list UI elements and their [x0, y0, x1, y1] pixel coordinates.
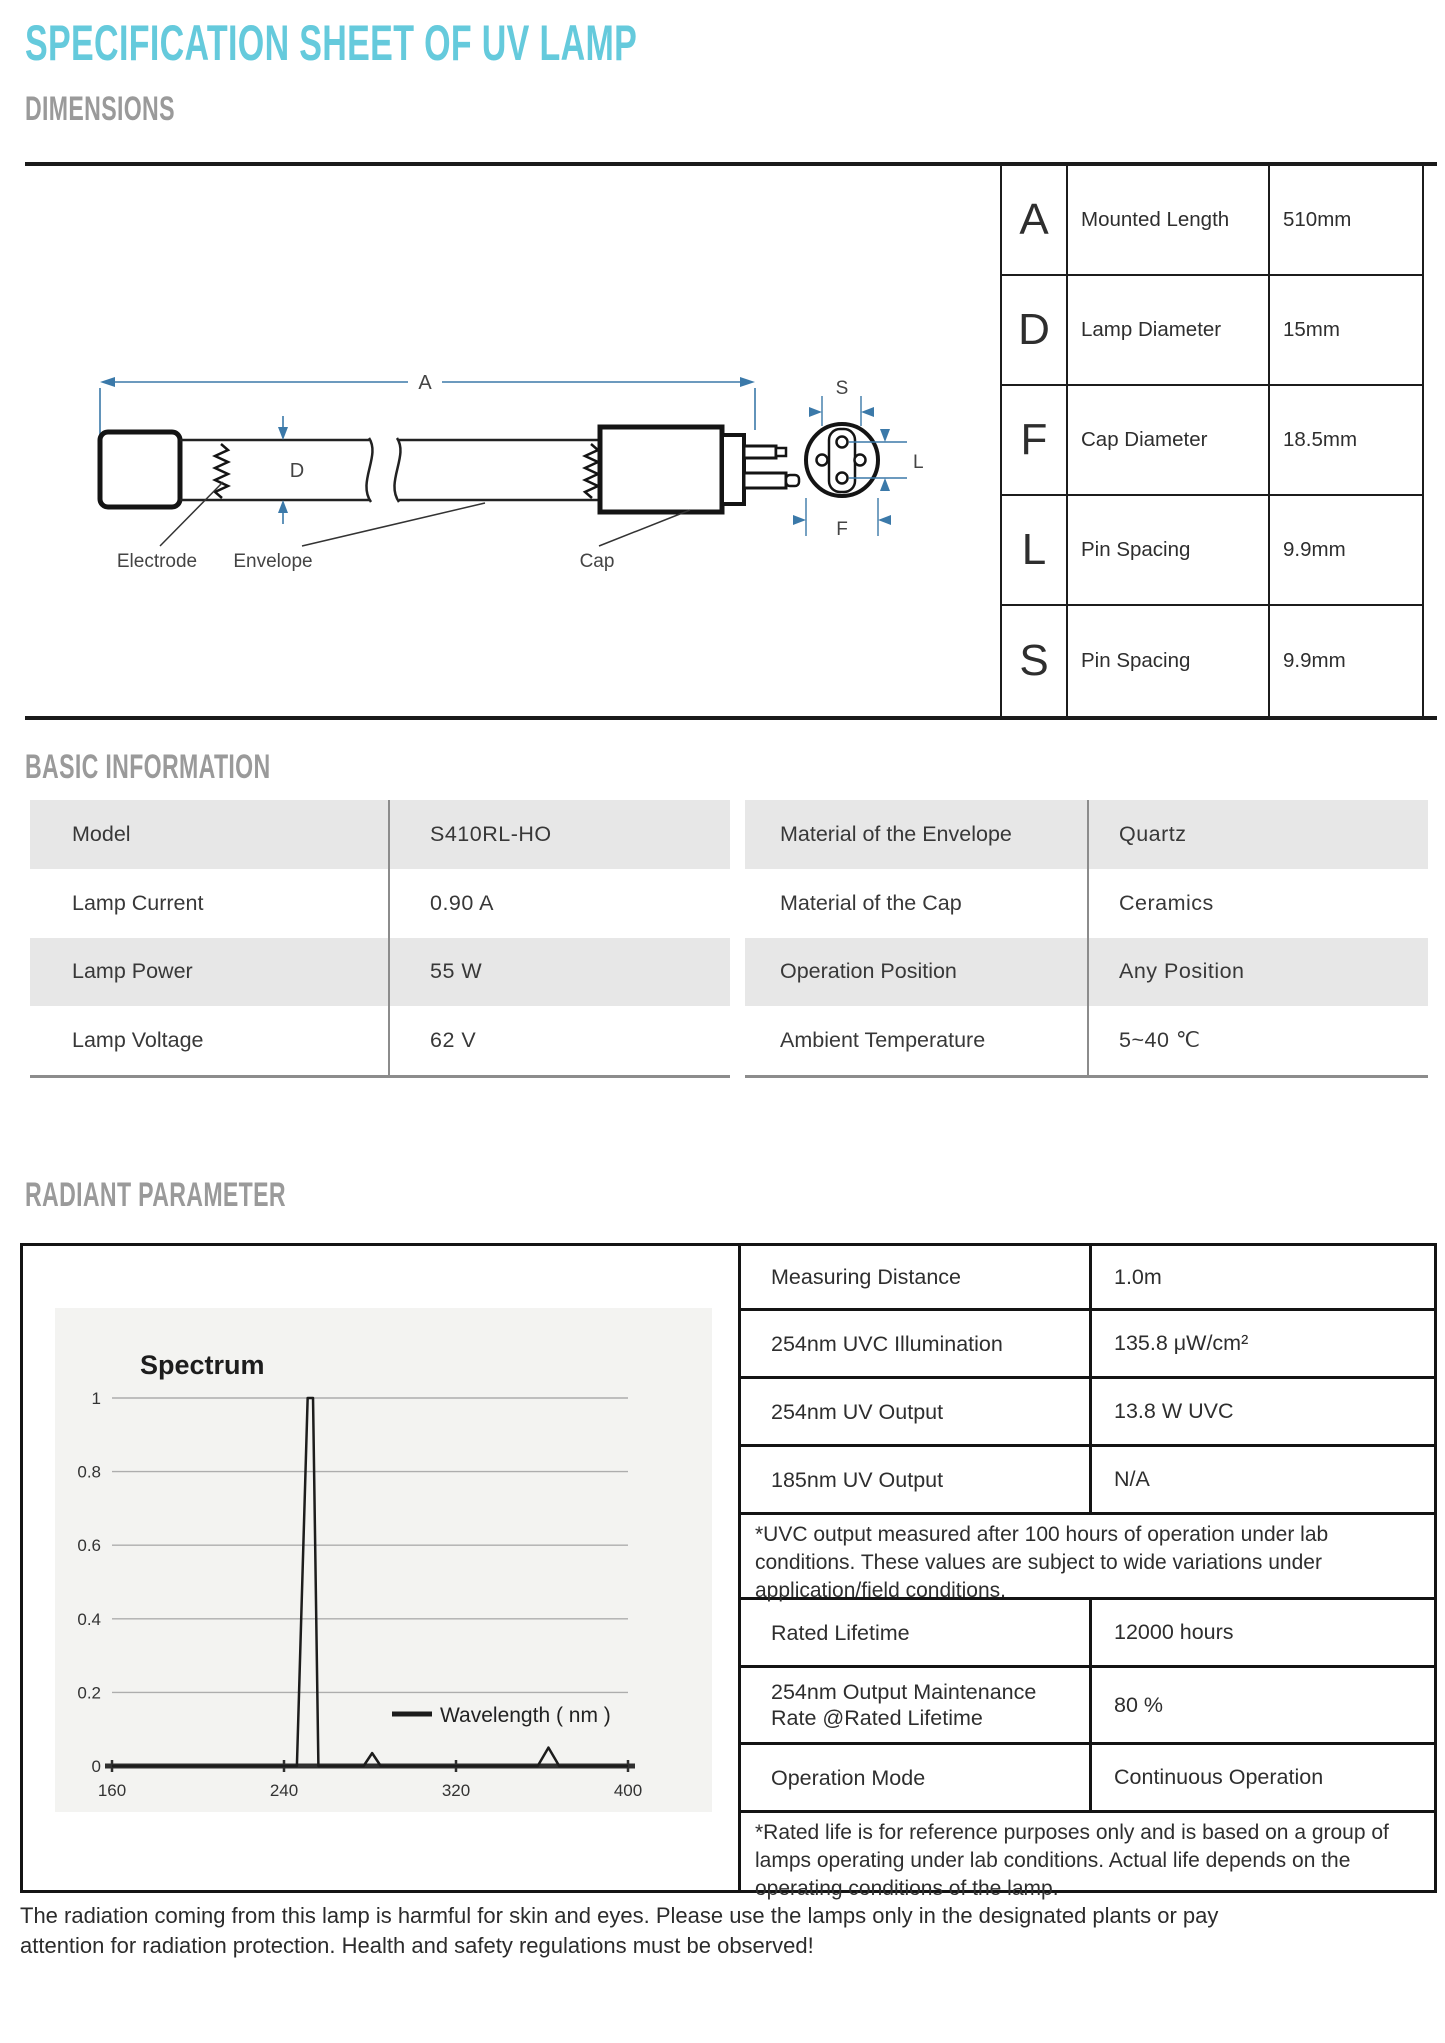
radiant-value: 13.8 W UVC: [1114, 1399, 1234, 1423]
basic-label: Model: [30, 800, 390, 869]
svg-text:0.4: 0.4: [77, 1609, 101, 1629]
radiant-label: Rated Lifetime: [741, 1600, 1092, 1665]
radiant-note-uvc: *UVC output measured after 100 hours of operation under lab conditions. These values are subject to wide variations under application/field conditions.: [741, 1515, 1434, 1600]
table-row: [745, 938, 1428, 1007]
radiant-parameter-heading: RADIANT PARAMETER: [25, 1176, 286, 1214]
table-row: [745, 800, 1428, 869]
table-row: [30, 869, 730, 938]
diagram-label-electrode: Electrode: [116, 551, 198, 572]
radiant-label: 185nm UV Output: [741, 1447, 1092, 1512]
svg-text:240: 240: [269, 1781, 299, 1800]
electrode-coil-right: [585, 444, 598, 498]
basic-label: Material of the Cap: [745, 869, 1089, 938]
table-row: [30, 1006, 730, 1075]
radiant-value: 1.0m: [1114, 1264, 1162, 1289]
radiant-value: Continuous Operation: [1114, 1765, 1324, 1789]
basic-label: Material of the Envelope: [745, 800, 1089, 869]
dim-letter: D: [1002, 276, 1068, 384]
diagram-label-cap: Cap: [579, 551, 615, 572]
basic-value: Any Position: [1119, 959, 1245, 984]
page-title: SPECIFICATION SHEET OF UV LAMP: [25, 15, 638, 71]
diagram-label-l: L: [913, 452, 924, 473]
table-row: [741, 1745, 1434, 1813]
diagram-label-s: S: [835, 378, 849, 399]
svg-text:400: 400: [613, 1781, 643, 1800]
basic-value: Ceramics: [1119, 890, 1214, 915]
radiant-label: Operation Mode: [741, 1745, 1092, 1810]
table-row: [30, 800, 730, 869]
basic-label: Operation Position: [745, 938, 1089, 1007]
dimensions-heading: DIMENSIONS: [25, 90, 175, 128]
electrode-coil-left: [215, 444, 228, 498]
table-row: [741, 1668, 1434, 1745]
lamp-left-cap: [100, 432, 180, 507]
dim-letter: L: [1002, 496, 1068, 604]
radiant-label: 254nm UV Output: [741, 1379, 1092, 1444]
diagram-label-envelope: Envelope: [233, 551, 313, 572]
table-row: [741, 1311, 1434, 1379]
svg-text:0: 0: [91, 1757, 101, 1776]
basic-value: 5~40 ℃: [1119, 1028, 1201, 1053]
basic-info-table-right: [745, 800, 1428, 1078]
basic-value: 55 W: [430, 959, 483, 984]
lamp-right-cap: [600, 427, 799, 512]
svg-text:1: 1: [91, 1389, 101, 1408]
dim-letter: A: [1002, 166, 1068, 274]
table-row: [745, 869, 1428, 938]
chart-title: Spectrum: [140, 1350, 265, 1380]
dim-name: Lamp Diameter: [1068, 276, 1270, 384]
dim-value: 18.5mm: [1283, 428, 1358, 451]
radiant-label: 254nm Output Maintenance Rate @Rated Lifetime: [741, 1668, 1092, 1742]
basic-value: Quartz: [1119, 821, 1187, 846]
warning-line-1: The radiation coming from this lamp is harmful for skin and eyes. Please use the lamps only in the designated plants or pay: [20, 1903, 1219, 1928]
basic-label: Lamp Current: [30, 869, 390, 938]
radiant-label: Measuring Distance: [741, 1246, 1092, 1308]
table-row: [741, 1600, 1434, 1668]
table-row: [1002, 166, 1422, 276]
diagram-label-f: F: [836, 519, 848, 540]
diagram-label-d: D: [289, 460, 305, 482]
table-row: [1002, 276, 1422, 386]
legend-label: Wavelength ( nm ): [440, 1704, 611, 1727]
basic-value: 62 V: [430, 1028, 477, 1053]
svg-text:320: 320: [441, 1781, 471, 1800]
basic-information-heading: BASIC INFORMATION: [25, 748, 271, 786]
svg-text:0.2: 0.2: [77, 1683, 101, 1703]
radiant-table: [738, 1246, 1434, 1900]
dim-value: 15mm: [1283, 318, 1340, 341]
table-row: [1002, 606, 1422, 716]
dimension-d-arrow: [278, 416, 288, 524]
svg-text:0.6: 0.6: [77, 1536, 101, 1556]
dim-name: Pin Spacing: [1068, 606, 1270, 716]
table-row: [745, 1006, 1428, 1075]
lamp-dimension-diagram: [25, 340, 975, 590]
dim-name: Mounted Length: [1068, 166, 1270, 274]
radiant-value: 80 %: [1114, 1692, 1164, 1717]
dimension-s-arrow: [809, 396, 874, 426]
table-row: [741, 1379, 1434, 1447]
svg-text:0.8: 0.8: [77, 1462, 101, 1482]
table-row: [30, 938, 730, 1007]
basic-label: Lamp Voltage: [30, 1006, 390, 1075]
dim-name: Pin Spacing: [1068, 496, 1270, 604]
table-row: [741, 1447, 1434, 1515]
basic-value: 0.90 A: [430, 890, 494, 915]
lamp-envelope-tube: [180, 438, 600, 502]
dim-value: 510mm: [1283, 208, 1352, 231]
table-row: [1002, 496, 1422, 606]
dim-name: Cap Diameter: [1068, 386, 1270, 494]
dim-value: 9.9mm: [1283, 649, 1346, 672]
warning-line-2: attention for radiation protection. Health and safety regulations must be observed!: [20, 1932, 814, 1958]
diagram-label-a: A: [418, 372, 432, 394]
basic-label: Ambient Temperature: [745, 1006, 1089, 1075]
dim-value: 9.9mm: [1283, 538, 1346, 561]
radiant-value: 135.8 μW/cm²: [1114, 1331, 1249, 1355]
spectrum-chart: [55, 1308, 712, 1812]
dim-letter: S: [1002, 606, 1068, 716]
table-row: [1002, 386, 1422, 496]
radiation-warning-text: [20, 1901, 1434, 1960]
dim-letter: F: [1002, 386, 1068, 494]
radiant-value: 12000 hours: [1114, 1620, 1234, 1644]
svg-text:160: 160: [97, 1781, 127, 1800]
basic-label: Lamp Power: [30, 938, 390, 1007]
dimensions-table: [1000, 164, 1424, 718]
radiant-value: N/A: [1114, 1467, 1150, 1491]
radiant-note-lifetime: *Rated life is for reference purposes only and is based on a group of lamps operating under lab conditions. Actual life depends on the operating conditions of the lamp.: [755, 1821, 1389, 1900]
table-row: [741, 1246, 1434, 1311]
cap-end-view: [806, 424, 878, 496]
basic-value: S410RL-HO: [430, 821, 552, 846]
basic-info-table-left: [30, 800, 730, 1078]
radiant-label: 254nm UVC Illumination: [741, 1311, 1092, 1376]
